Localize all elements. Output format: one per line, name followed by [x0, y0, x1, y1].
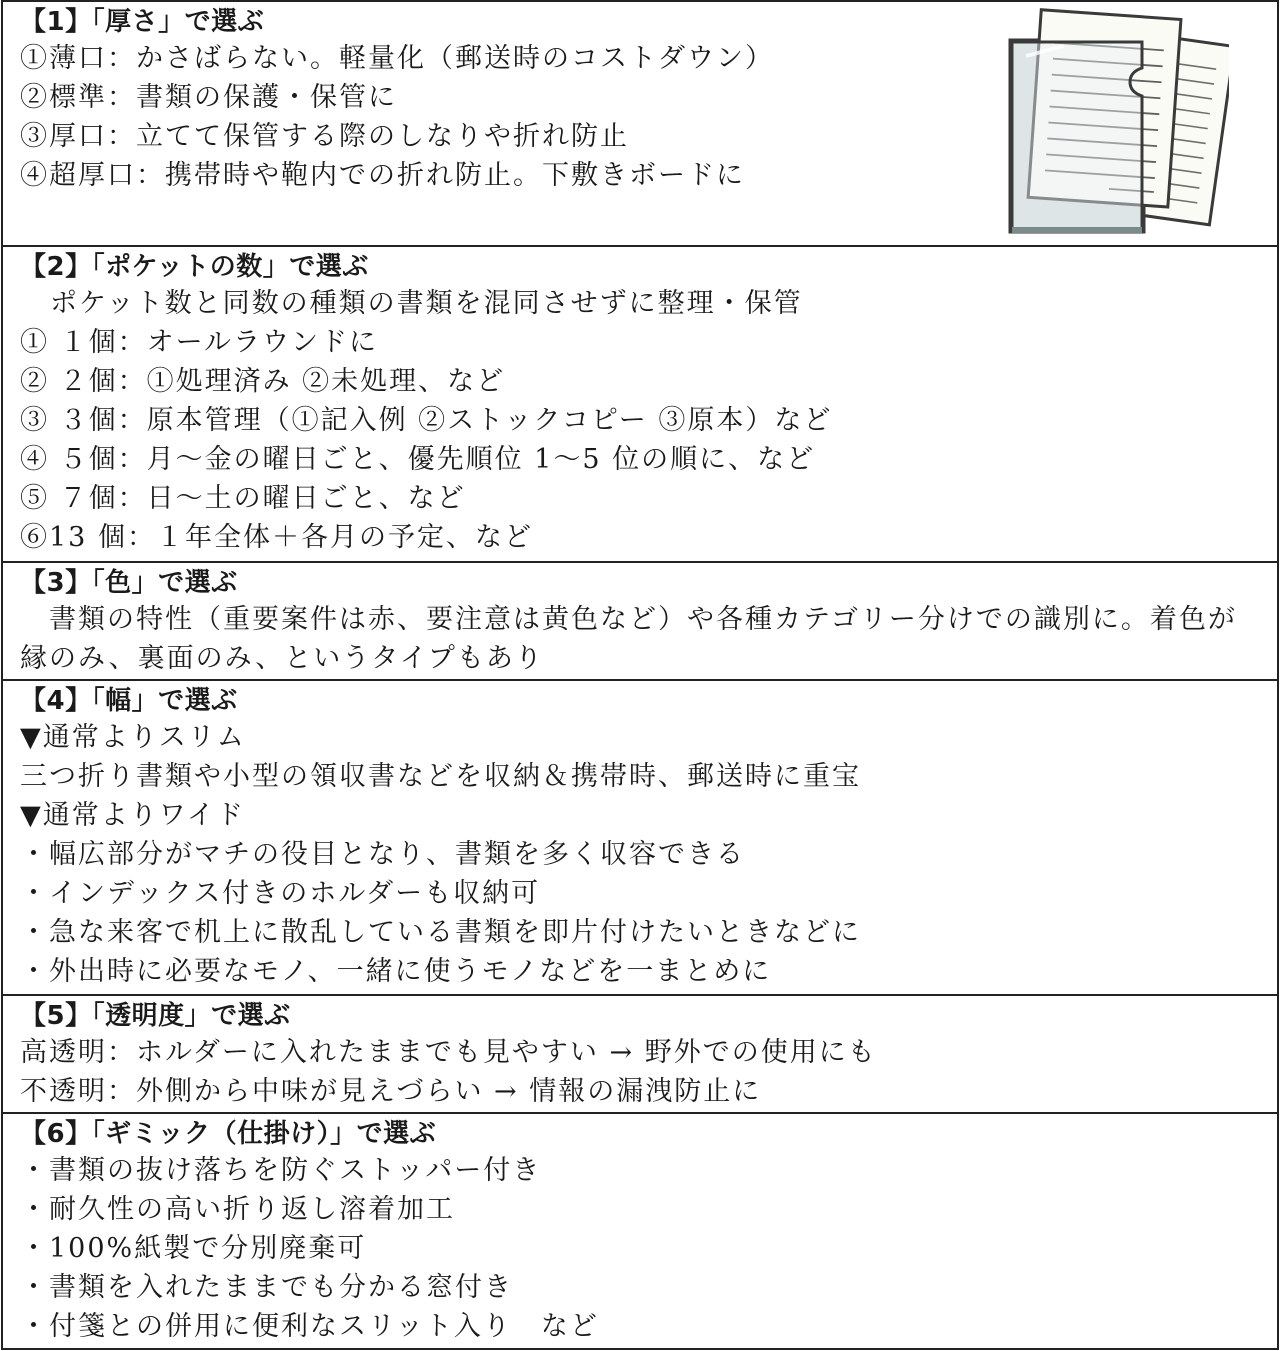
section-heading: 【2】「ポケットの数」で選ぶ: [20, 252, 369, 282]
list-item: ・幅広部分がマチの役目となり、書類を多く収容できる: [20, 839, 745, 870]
list-item: ・書類の抜け落ちを防ぐストッパー付き: [20, 1155, 542, 1186]
list-item: 三つ折り書類や小型の領収書などを収納＆携帯時、郵送時に重宝: [20, 761, 861, 792]
list-item: ・付箋との併用に便利なスリット入り など: [20, 1311, 599, 1342]
list-item: ④ ５個：月～金の曜日ごと、優先順位 1～5 位の順に、など: [20, 444, 816, 475]
section-pocket-count: [1, 245, 1279, 563]
list-item: ⑤ ７個：日～土の曜日ごと、など: [20, 483, 466, 514]
folder-front-cover: [1012, 42, 1142, 230]
list-item: ③厚口：立てて保管する際のしなりや折れ防止: [20, 121, 629, 152]
list-item: ・耐久性の高い折り返し溶着加工: [20, 1194, 455, 1225]
list-item: ②標準：書類の保護・保管に: [20, 82, 397, 113]
list-item: ・急な来客で机上に散乱している書類を即片付けたいときなどに: [20, 917, 861, 948]
section-thickness: [1, 0, 1279, 247]
list-item: ③ ３個：原本管理（①記入例 ②ストックコピー ③原本）など: [20, 405, 833, 436]
list-item: 高透明：ホルダーに入れたままでも見やすい → 野外での使用にも: [20, 1037, 877, 1068]
list-item: ⑥13 個：１年全体＋各月の予定、など: [20, 522, 533, 553]
list-item: ▼通常よりスリム: [20, 722, 246, 753]
section-heading: 【1】「厚さ」で選ぶ: [20, 7, 265, 37]
section-heading: 【6】「ギミック（仕掛け）」で選ぶ: [20, 1119, 437, 1149]
list-item: 不透明：外側から中味が見えづらい → 情報の漏洩防止に: [20, 1076, 762, 1107]
list-item: ① １個：オールラウンドに: [20, 327, 379, 358]
list-item: ④超厚口：携帯時や鞄内での折れ防止。下敷きボードに: [20, 160, 745, 191]
list-item: ・インデックス付きのホルダーも収納可: [20, 878, 541, 909]
list-item: ▼通常よりワイド: [20, 800, 245, 831]
list-item: ①薄口：かさばらない。軽量化（郵送時のコストダウン）: [20, 43, 774, 74]
list-item: ・100%紙製で分別廃棄可: [20, 1233, 367, 1264]
list-item: ・書類を入れたままでも分かる窓付き: [20, 1272, 513, 1303]
section-heading: 【4】「幅」で選ぶ: [20, 686, 238, 716]
section-gimmick: [1, 1112, 1279, 1350]
clear-folder-illustration: [1004, 6, 1229, 238]
section-heading: 【5】「透明度」で選ぶ: [20, 1001, 291, 1031]
section-intro: ポケット数と同数の種類の書類を混同させずに整理・保管: [50, 288, 803, 319]
list-item: ・外出時に必要なモノ、一緒に使うモノなどを一まとめに: [20, 956, 772, 987]
section-width: [1, 679, 1279, 996]
section-paragraph: 書類の特性（重要案件は赤、要注意は黄色など）や各種カテゴリー分けでの識別に。着色が縁のみ、裏面のみ、というタイプもあり: [20, 604, 1237, 674]
section-color: [1, 561, 1279, 681]
section-heading: 【3】「色」で選ぶ: [20, 568, 238, 598]
list-item: ② ２個：①処理済み ②未処理、など: [20, 366, 506, 397]
section-transparency: [1, 994, 1279, 1114]
